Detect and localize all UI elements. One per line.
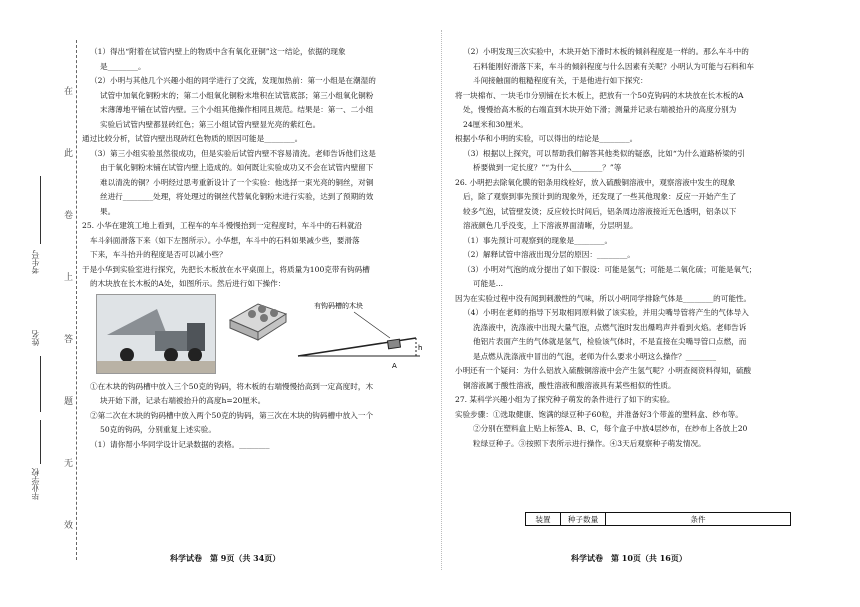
paragraph: 通过比较分析，试管内壁出现砖红色物质的原因可能是________。 <box>82 134 303 143</box>
paragraph: 桥要做到一定长度？”“为什么________？”等 <box>473 163 622 172</box>
experiment-table <box>525 512 791 526</box>
paragraph: 下来，车斗抬升的程度是否可以减小些？ <box>90 250 227 259</box>
paragraph: 24厘米和30厘米。 <box>463 119 528 129</box>
paragraph: 是________。 <box>100 61 146 71</box>
seal-char: 效 <box>64 521 74 531</box>
right-page <box>455 0 860 607</box>
paragraph: 25. 小华在建筑工地上看到，工程车的车斗慢慢抬到一定程度时，车斗中的石料就沿 <box>82 221 363 230</box>
paragraph: 难以清洗的铜？小明经过思考重新设计了一个实验：他选择一束光亮的铜丝，对铜 <box>100 177 374 187</box>
paragraph: （2）小明与其他几个兴趣小组的同学进行了交流，发现加热前：第一小组是在潮湿的 <box>90 76 376 85</box>
paragraph: 块开始下滑，记录右端被抬升的高度h=20厘米。 <box>100 396 266 405</box>
block-label: 有钩码槽的木块 <box>314 301 363 310</box>
paragraph: 由于氧化铜粉末铺在试管内壁上造成的。如何既让实验成功又不会在试管内壁留下 <box>100 163 374 172</box>
paragraph: （1）事先预计可观察到的现象是________。 <box>463 235 613 245</box>
paragraph: 实验步骤：①选取健康、饱满的绿豆种子60粒，并准备好3个带盖的塑料盒、纱布等。 <box>455 409 743 419</box>
paragraph: 洗涤液中，洗涤液中出现大量气泡，点燃气泡时发出爆鸣声并看到火焰。老师告诉 <box>473 322 747 332</box>
paragraph: 是点燃从洗涤液中冒出的气泡，老师为什么要求小明这么操作？________ <box>473 351 716 361</box>
paragraph: 他铝片表面产生的气体就是氢气，检验该气体时，不是直接在尖嘴导管口点燃，而 <box>473 337 747 346</box>
paragraph: ①在木块的钩码槽中放入三个50克的钩码，将木板的右端慢慢抬高到一定高度时，木 <box>90 381 374 391</box>
paragraph: 小明还有一个疑问：为什么铝放入硫酸铜溶液中会产生氢气呢？小明查阅资料得知，硫酸 <box>455 366 752 375</box>
name-line <box>40 356 41 412</box>
paragraph: 实验后试管内壁都显砖红色；第三小组试管内壁显光亮的紫红色。 <box>100 119 321 129</box>
dump-truck-photo <box>96 294 216 374</box>
inclined-board-diagram <box>294 294 424 374</box>
paragraph: 车斗斜面滑落下来（如下左图所示）。小华想，车斗中的石料如果减少些，要滑落 <box>90 235 360 245</box>
binding-margin <box>0 0 76 607</box>
paragraph: 处，慢慢抬高木板的右端直到木块开始下滑；测量并记录右端被抬升的高度分别为 <box>463 105 737 114</box>
seal-char: 无 <box>64 459 74 469</box>
paragraph: 50克的钩码，分别重复上述实验。 <box>100 425 216 434</box>
page-footer: 科学试卷 第 10页（共 16页） <box>571 553 687 563</box>
table-header: 条件 <box>606 513 791 526</box>
seal-char: 答 <box>64 335 74 345</box>
paragraph: 铜溶液属于酸性溶液，酸性溶液和酸溶液具有某些相似的性质。 <box>463 380 676 390</box>
paragraph: （2）解释试管中溶液出现分层的原因：________。 <box>463 250 635 259</box>
paragraph: 因为在实验过程中没有闻到刺激性的气味，所以小明同学排除气体是________的可能性。 <box>455 293 752 303</box>
right-column <box>455 45 791 451</box>
paragraph: （3）根据以上探究，可以帮助我们解答其他类似的疑惑，比如“为什么道路桥梁的引 <box>463 148 746 158</box>
page-divider <box>441 30 442 570</box>
paragraph: 粒绿豆种子。③按照下表所示进行操作。④3天后观察种子萌发情况。 <box>473 438 706 448</box>
school-label: 毕业学校 <box>31 468 40 500</box>
table-header: 装置 <box>526 513 561 526</box>
seal-char: 题 <box>64 397 74 407</box>
paragraph: 较多气泡，试管壁发烫；反应较长时间后，铝条周边溶液接近无色透明，铝条以下 <box>463 206 737 216</box>
paragraph: （3）小明对气泡的成分提出了如下假设：可能是氢气；可能是二氧化硫；可能是氧气； <box>463 264 757 274</box>
paragraph: 丝进行________处理，将处理过的铜丝代替氧化铜粉末进行实验，达到了预期的效 <box>100 192 374 201</box>
point-a-label: A <box>392 361 397 370</box>
paragraph: （2）小明发现三次实验中，木块开始下滑时木板的倾斜程度是一样的。那么车斗中的 <box>463 47 749 56</box>
seal-char: 在 <box>64 87 74 97</box>
paragraph: （4）小明在老师的指导下另取相同原料做了该实验，并用尖嘴导管将产生的气体导入 <box>463 308 749 317</box>
slotted-block-image <box>222 294 292 344</box>
paragraph: 斗间接触面的粗糙程度有关，于是他进行如下探究： <box>473 76 648 85</box>
paragraph: ②分别在塑料盒上贴上标签A、B、C，每个盒子中放4层纱布，在纱布上各放上20 <box>473 424 748 433</box>
paragraph: 根据小华和小明的实验，可以得出的结论是________。 <box>455 134 638 143</box>
paragraph: 末薄薄地平铺在试管内壁。三个小组其他操作相同且规范。结果是：第一、二小组 <box>100 105 374 114</box>
paragraph: 石料能刚好滑落下来，车斗的倾斜程度与什么因素有关呢？小明认为可能与石料和车 <box>473 61 754 71</box>
paragraph: 试管中加氧化铜粉末的；第二小组氧化铜粉末堆积在试管底部；第三小组氧化铜粉 <box>100 90 374 100</box>
paragraph: 溶液颜色几乎没变，上下溶液界面清晰，分层明显。 <box>463 221 638 230</box>
paragraph: （1）请你帮小华同学设计记录数据的表格。________ <box>90 439 270 449</box>
paragraph: 的木块放在长木板的A处，如图所示。然后进行如下操作： <box>90 279 286 288</box>
table-header: 种子数量 <box>561 513 606 526</box>
table-header-row <box>526 513 791 526</box>
name-label: 姓名 <box>31 330 40 346</box>
figure-row <box>82 294 428 376</box>
paragraph: 于是小华到实验室进行探究，先把长木板放在水平桌面上，将质量为100克带有钩码槽 <box>82 264 370 274</box>
paragraph: 可能是... <box>473 279 504 288</box>
paragraph: （3）第三小组实验虽然很成功，但是实验后试管内壁不容易清洗。老师告诉他们这是 <box>90 148 376 158</box>
student-id-label: 考生号 <box>31 250 40 274</box>
height-label: h <box>418 343 423 352</box>
school-line <box>40 420 41 464</box>
page-footer: 科学试卷 第 9页（共 34页） <box>170 553 281 563</box>
seal-char: 上 <box>64 273 74 283</box>
paragraph: 将一块棉布、一块毛巾分别铺在长木板上，把放有一个50克钩码的木块放在长木板的A <box>455 90 744 100</box>
seal-line <box>76 40 77 560</box>
paragraph: ②第二次在木块的钩码槽中放入两个50克的钩码，第三次在木块的钩码槽中放入一个 <box>90 410 374 420</box>
paragraph: 后，除了观察到事先预计到的现象外，还发现了一些其他现象：反应一开始产生了 <box>463 192 737 201</box>
paragraph: 果。 <box>100 206 116 216</box>
paragraph: 26. 小明把去除氧化膜的铝条用线栓好，放入硫酸铜溶液中，观察溶液中发生的现象 <box>455 177 736 187</box>
seal-char: 此 <box>64 149 74 159</box>
paragraph: （1）得出“附着在试管内壁上的物质中含有氧化亚铜”这一结论，依据的现象 <box>90 47 346 56</box>
seal-char: 卷 <box>64 211 74 221</box>
student-id-line <box>40 176 41 244</box>
left-column <box>82 45 428 452</box>
paragraph: 27. 某科学兴趣小组为了探究种子萌发的条件进行了如下的实验。 <box>455 395 675 404</box>
